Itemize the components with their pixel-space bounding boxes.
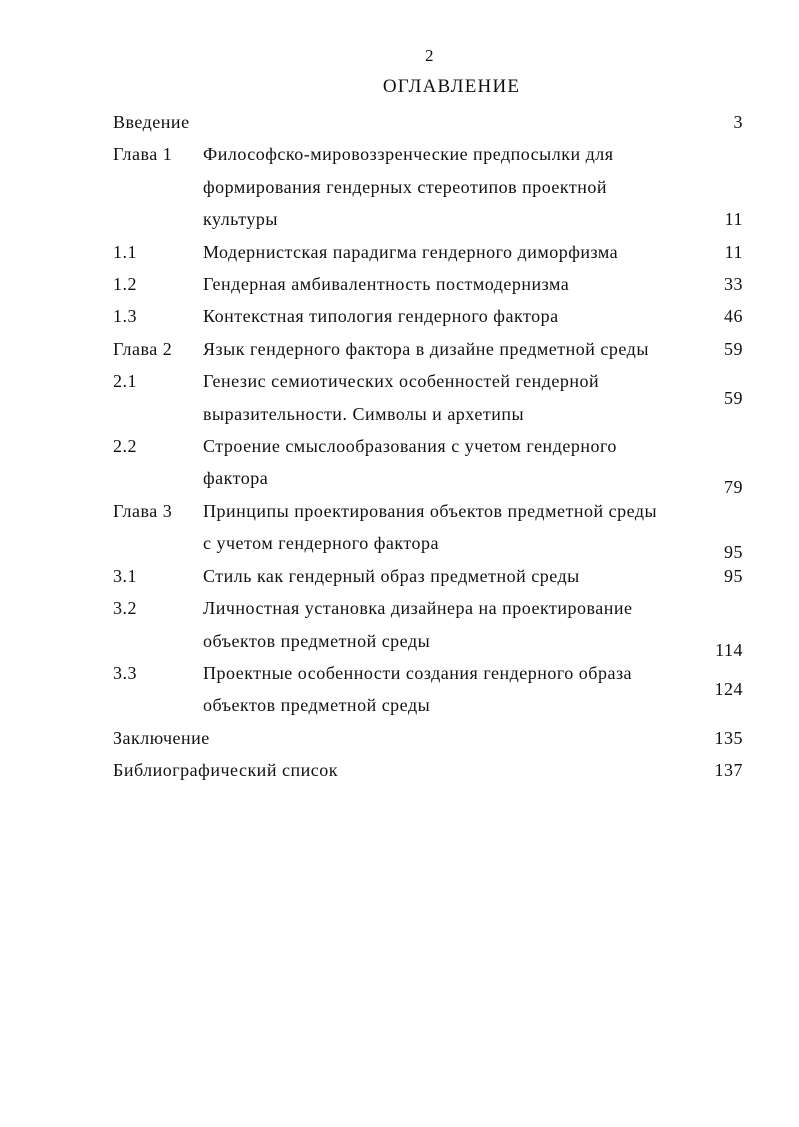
toc-entry-introduction [113, 106, 743, 138]
toc-entry-title: Стиль как гендерный образ предметной среды [203, 565, 580, 586]
toc-entry-number: Глава 1 [113, 144, 173, 165]
toc-entry-title: Гендерная амбивалентность постмодернизма [203, 274, 570, 295]
toc-entry-2-2 [113, 430, 743, 498]
toc-entry-number: Глава 2 [113, 338, 173, 359]
toc-entry-title: Контекстная типология гендерного фактора [203, 306, 559, 327]
toc-entry-page: 114 [715, 639, 743, 660]
toc-entry-page: 95 [724, 565, 743, 586]
toc-entry-page: 124 [714, 679, 743, 700]
table-of-contents [113, 106, 743, 787]
toc-entry-bibliography [113, 754, 743, 786]
toc-entry-3-3 [113, 657, 743, 722]
toc-entry-title: Генезис семиотических особенностей гендерной выразительности. Символы и архетипы [203, 371, 600, 424]
toc-entry-page: 59 [724, 387, 743, 408]
toc-entry-page: 137 [714, 760, 743, 781]
toc-entry-number: 1.2 [113, 274, 137, 295]
toc-entry-page: 135 [714, 727, 743, 748]
toc-entry-number: 2.2 [113, 436, 137, 457]
toc-entry-page: 59 [724, 338, 743, 359]
toc-entry-page: 3 [733, 112, 743, 132]
toc-entry-chapter-2 [113, 333, 743, 365]
toc-entry-title: Личностная установка дизайнера на проектирование объектов предметной среды [203, 598, 633, 651]
toc-entry-title: Язык гендерного фактора в дизайне предметной среды [203, 338, 649, 359]
toc-entry-number: 1.3 [113, 306, 137, 327]
toc-entry-title: Строение смыслообразования с учетом гендерного фактора [203, 436, 617, 489]
toc-entry-title: Библиографический список [113, 760, 338, 781]
toc-entry-title: Принципы проектирования объектов предметной среды с учетом гендерного фактора [203, 500, 658, 554]
toc-entry-page: 79 [724, 477, 743, 498]
toc-entry-conclusion [113, 722, 743, 754]
document-title: ОГЛАВЛЕНИЕ [382, 76, 521, 97]
toc-entry-3-2 [113, 592, 743, 660]
toc-entry-page: 33 [724, 274, 743, 295]
toc-entry-title: Проектные особенности создания гендерного образа объектов предметной среды [203, 662, 633, 716]
toc-entry-1-2 [113, 268, 743, 300]
toc-entry-number: 3.2 [113, 598, 137, 619]
toc-entry-title: Заключение [113, 727, 210, 748]
page-number: 2 [425, 46, 434, 65]
toc-entry-number: 3.1 [113, 565, 137, 586]
toc-entry-number: 2.1 [113, 371, 137, 392]
toc-entry-chapter-3 [113, 495, 743, 563]
toc-entry-number: 1.1 [113, 241, 137, 262]
toc-entry-title: Модернистская парадигма гендерного диморфизма [203, 241, 619, 262]
toc-entry-1-3 [113, 300, 743, 332]
toc-entry-title: Философско-мировоззренческие предпосылки для формирования гендерных стереотипов проектной культуры [203, 144, 614, 230]
toc-entry-page: 11 [724, 241, 743, 262]
toc-entry-3-1 [113, 560, 743, 592]
toc-entry-page: 11 [724, 209, 743, 230]
toc-entry-page: 95 [724, 542, 743, 563]
toc-entry-1-1 [113, 236, 743, 268]
toc-entry-chapter-1 [113, 138, 743, 235]
toc-entry-2-1 [113, 365, 743, 430]
toc-entry-title: Введение [113, 112, 190, 132]
toc-entry-number: 3.3 [113, 662, 137, 683]
toc-entry-number: Глава 3 [113, 500, 173, 521]
toc-entry-page: 46 [724, 306, 743, 327]
